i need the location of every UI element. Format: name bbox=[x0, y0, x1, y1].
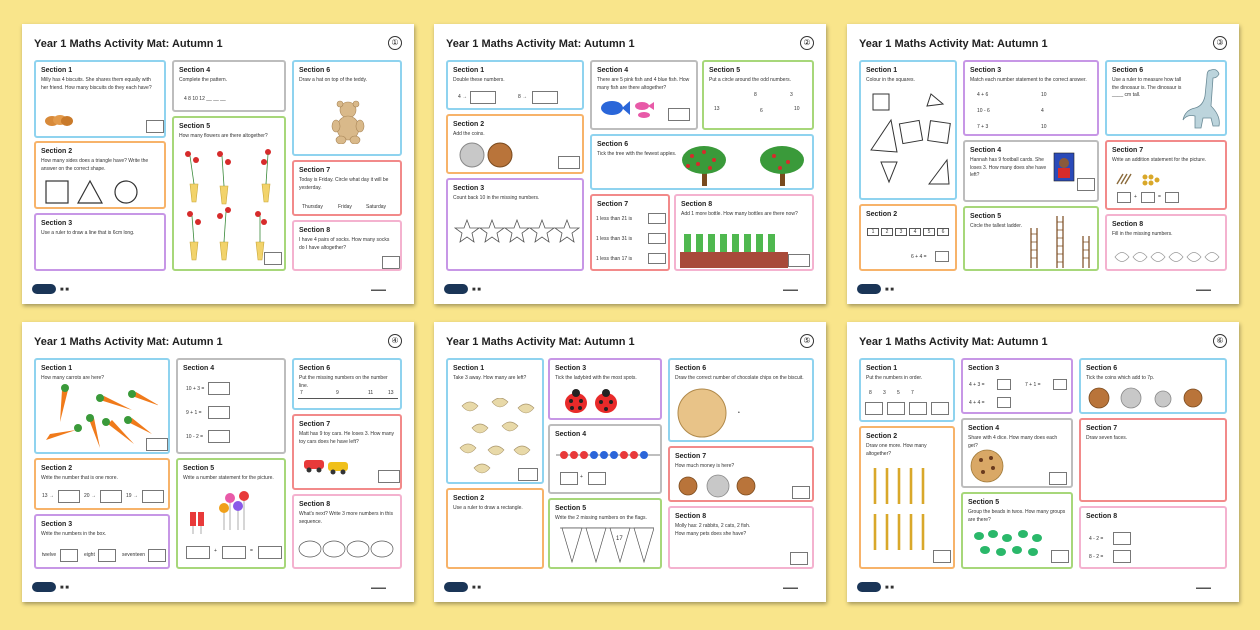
section-3: Section 3 Tick the ladybird with the most spots. bbox=[548, 358, 662, 420]
plus-sign: + bbox=[214, 548, 217, 554]
mat-title: Year 1 Maths Activity Mat: Autumn 1 bbox=[859, 336, 1048, 348]
mat-number: ⑤ bbox=[800, 334, 814, 348]
section-7: Section 7 Write an addition statement for the picture. + = bbox=[1105, 140, 1227, 210]
toy-cars-icon bbox=[302, 454, 352, 476]
shells-icon bbox=[456, 398, 536, 476]
answer-box[interactable] bbox=[222, 546, 246, 559]
section-3: Section 3 Match each number statement to the correct answer. 4 + 6 10 - 6 7 + 3 10 4 10 bbox=[963, 60, 1099, 136]
answer-mark: • bbox=[738, 410, 740, 416]
mat-number: ① bbox=[388, 36, 402, 50]
clouds-icon bbox=[298, 534, 398, 564]
plus-sign: + bbox=[1134, 194, 1137, 200]
beads-icon bbox=[971, 528, 1051, 558]
cookie-icon bbox=[969, 448, 1005, 484]
answer-box[interactable] bbox=[186, 546, 210, 559]
section-8: Section 8 4 - 2 = 8 - 2 = bbox=[1079, 506, 1227, 569]
beads-icon bbox=[556, 448, 660, 462]
twinkl-logo bbox=[32, 582, 56, 592]
answer-box[interactable] bbox=[1113, 550, 1131, 563]
leaves-icon bbox=[1113, 248, 1223, 266]
answer-box[interactable] bbox=[668, 108, 690, 121]
section-1: Section 1 How many carrots are here? bbox=[34, 358, 170, 454]
section-7: Section 7 Matt has 9 toy cars. He loses 3. How many toy cars does he have left? bbox=[292, 414, 402, 490]
answer-box[interactable] bbox=[1053, 379, 1067, 390]
coins-icon bbox=[676, 474, 766, 498]
section-2: Section 2 Draw one more. How many altogether? bbox=[859, 426, 955, 569]
shapes-icon bbox=[867, 90, 953, 190]
answer-box[interactable] bbox=[909, 402, 927, 415]
activity-mat-5 bbox=[434, 322, 826, 602]
section-3: Section 3 4 + 3 = 7 + 1 = 4 + 4 = bbox=[961, 358, 1073, 414]
answer-box[interactable] bbox=[1113, 532, 1131, 545]
activity-mat-2 bbox=[434, 24, 826, 304]
answer-box[interactable] bbox=[588, 472, 606, 485]
dinosaur-icon bbox=[1181, 66, 1225, 134]
answer-box[interactable] bbox=[792, 486, 810, 499]
section-4: Section 4 Share with 4 dice. How many does each get? bbox=[961, 418, 1073, 488]
section-4: Section 4 There are 5 pink fish and 4 blue fish. How many fish are there altogether? bbox=[590, 60, 698, 130]
twinkl-logo bbox=[32, 284, 56, 294]
section-8: Section 8 Add 1 more bottle. How many bottles are there now? bbox=[674, 194, 814, 271]
answer-box[interactable] bbox=[146, 438, 168, 451]
mat-number: ⑥ bbox=[1213, 334, 1227, 348]
section-7: Section 7 1 less than 21 is 1 less than 31 is 1 less than 17 is bbox=[590, 194, 670, 271]
section-8: Section 8 What's next? Write 3 more numbers in this sequence. bbox=[292, 494, 402, 569]
answer-box[interactable] bbox=[790, 552, 808, 565]
answer-box[interactable] bbox=[142, 490, 164, 503]
section-5: Section 5 Write a number statement for the picture. + = bbox=[176, 458, 286, 569]
section-6: Section 6 Draw the correct number of chocolate chips on the biscuit. • bbox=[668, 358, 814, 442]
activity-mat-3 bbox=[847, 24, 1239, 304]
answer-box[interactable] bbox=[470, 91, 496, 104]
section-4: Section 4 Hannah has 9 football cards. She loses 3. How many does she have left? bbox=[963, 140, 1099, 202]
answer-box[interactable] bbox=[378, 470, 400, 483]
section-5: Section 5 Put a circle around the odd numbers. 8 3 13 6 10 bbox=[702, 60, 814, 130]
section-8: Section 8 I have 4 pairs of socks. How many socks do I have altogether? bbox=[292, 220, 402, 271]
footer-icons: ■ ■ bbox=[885, 585, 894, 591]
answer-box[interactable] bbox=[264, 252, 282, 265]
section-8: Section 8 Molly has: 2 rabbits, 2 cats, 2 fish. How many pets does she have? bbox=[668, 506, 814, 569]
shapes-icon bbox=[44, 179, 154, 205]
footer-icons: ■ ■ bbox=[60, 585, 69, 591]
footer-icons: ■ ■ bbox=[885, 287, 894, 293]
footer-url: ▬▬▬ bbox=[783, 585, 798, 591]
section-6: Section 6 Use a ruler to measure how tall the dinosaur is. The dinosaur is ____ cm tall. bbox=[1105, 60, 1227, 136]
coins-icon bbox=[1087, 386, 1217, 410]
answer-box[interactable] bbox=[208, 430, 230, 443]
answer-box[interactable] bbox=[60, 549, 78, 562]
answer-box[interactable] bbox=[1077, 178, 1095, 191]
answer-box[interactable] bbox=[997, 379, 1011, 390]
bottles-icon bbox=[680, 228, 788, 268]
answer-box[interactable] bbox=[258, 546, 282, 559]
answer-box[interactable] bbox=[887, 402, 905, 415]
biscuit-icon bbox=[676, 386, 732, 440]
answer-box[interactable] bbox=[648, 233, 666, 244]
stars-icon bbox=[454, 218, 580, 246]
activity-mat-4 bbox=[22, 322, 414, 602]
section-3: Section 3 Count back 10 in the missing numbers. bbox=[446, 178, 584, 271]
footer-url: ▬▬▬ bbox=[783, 287, 798, 293]
answer-box[interactable] bbox=[532, 91, 558, 104]
section-6: Section 6 Put the missing numbers on the number line. 7 9 11 13 bbox=[292, 358, 402, 410]
section-4: Section 4 + bbox=[548, 424, 662, 494]
mat-title: Year 1 Maths Activity Mat: Autumn 1 bbox=[34, 38, 223, 50]
section-7: Section 7 Draw seven faces. bbox=[1079, 418, 1227, 502]
twinkl-logo bbox=[444, 582, 468, 592]
answer-box[interactable] bbox=[648, 213, 666, 224]
footer-url: ▬▬▬ bbox=[1196, 585, 1211, 591]
answer-box[interactable] bbox=[788, 254, 810, 267]
svg-text:17: 17 bbox=[616, 536, 623, 542]
answer-box[interactable] bbox=[935, 251, 949, 262]
answer-box[interactable] bbox=[148, 549, 166, 562]
answer-box[interactable] bbox=[1051, 550, 1069, 563]
footer-url: ▬▬▬ bbox=[1196, 287, 1211, 293]
section-2: Section 2 Write the number that is one more. 13 → 20 → 19 → bbox=[34, 458, 170, 510]
pencils-icon bbox=[869, 464, 941, 556]
section-5: Section 5 Group the beads in twos. How many groups are there? bbox=[961, 492, 1073, 569]
coins-icon bbox=[458, 140, 518, 170]
mat-number: ④ bbox=[388, 334, 402, 348]
answer-box[interactable] bbox=[518, 468, 538, 481]
section-3: Section 3 Write the numbers in the box. twelve eight seventeen bbox=[34, 514, 170, 569]
section-1: Section 1 Take 3 away. How many are left? bbox=[446, 358, 544, 484]
answer-box[interactable] bbox=[865, 402, 883, 415]
answer-box[interactable] bbox=[1117, 192, 1131, 203]
section-5: Section 5 Write the 2 missing numbers on the flags. 17 bbox=[548, 498, 662, 569]
answer-box[interactable] bbox=[560, 472, 578, 485]
section-1: Section 1 Colour in the squares. bbox=[859, 60, 957, 200]
answer-box[interactable] bbox=[1165, 192, 1179, 203]
section-6: Section 6 Tick the coins which add to 7p. bbox=[1079, 358, 1227, 414]
section-4: Section 4 10 + 3 = 9 + 1 = 10 - 2 = bbox=[176, 358, 286, 454]
footer-icons: ■ ■ bbox=[472, 585, 481, 591]
apple-trees-icon bbox=[674, 140, 814, 188]
answer-box[interactable] bbox=[558, 156, 580, 169]
twinkl-logo bbox=[444, 284, 468, 294]
answer-box[interactable] bbox=[1141, 192, 1155, 203]
equals-sign: = bbox=[250, 548, 253, 554]
answer-box[interactable] bbox=[146, 120, 164, 133]
ladders-icon bbox=[1027, 214, 1097, 270]
mat-title: Year 1 Maths Activity Mat: Autumn 1 bbox=[446, 336, 635, 348]
mat-title: Year 1 Maths Activity Mat: Autumn 1 bbox=[859, 38, 1048, 50]
fish-icon bbox=[598, 96, 662, 120]
footer-icons: ■ ■ bbox=[472, 287, 481, 293]
flower-vases-icon bbox=[180, 144, 280, 264]
answer-box[interactable] bbox=[997, 397, 1011, 408]
section-2: Section 2 Add the coins. bbox=[446, 114, 584, 174]
plus-sign: + bbox=[580, 474, 583, 480]
mat-number: ② bbox=[800, 36, 814, 50]
twinkl-logo bbox=[857, 284, 881, 294]
answer-box[interactable] bbox=[1049, 472, 1067, 485]
carrots-icon bbox=[42, 382, 158, 452]
footer-url: ▬▬▬ bbox=[371, 287, 386, 293]
section-6: Section 6 Tick the tree with the fewest apples. bbox=[590, 134, 814, 190]
number-line bbox=[298, 392, 398, 399]
answer-box[interactable] bbox=[648, 253, 666, 264]
ladybirds-icon bbox=[562, 388, 622, 416]
answer-box[interactable] bbox=[208, 382, 230, 395]
teddy-bear-icon bbox=[330, 100, 366, 144]
answer-box[interactable] bbox=[100, 490, 122, 503]
section-3: Section 3 Use a ruler to draw a line that is 6cm long. bbox=[34, 213, 166, 271]
answer-box[interactable] bbox=[382, 256, 400, 269]
mat-title: Year 1 Maths Activity Mat: Autumn 1 bbox=[34, 336, 223, 348]
section-1: Section 1 Double these numbers. 4 → 8 → bbox=[446, 60, 584, 110]
answer-box[interactable] bbox=[931, 402, 949, 415]
section-5: Section 5 How many flowers are there altogether? bbox=[172, 116, 286, 271]
mat-title: Year 1 Maths Activity Mat: Autumn 1 bbox=[446, 38, 635, 50]
section-1: Section 1 Milly has 4 biscuits. She shares them equally with her friend. How many biscuits do they each have? bbox=[34, 60, 166, 138]
bunting-flags-icon bbox=[560, 526, 654, 566]
number-line: 1 2 3 4 5 6 bbox=[867, 228, 949, 236]
pencils-icon bbox=[1115, 172, 1165, 186]
section-7: Section 7 How much money is here? bbox=[668, 446, 814, 502]
section-1: Section 1 Put the numbers in order. 8 3 5 7 bbox=[859, 358, 955, 422]
football-card-icon bbox=[1053, 152, 1075, 182]
footer-url: ▬▬▬ bbox=[371, 585, 386, 591]
section-2: Section 2 How many sides does a triangle have? Write the answer on the correct shape. bbox=[34, 141, 166, 209]
section-4: Section 4 Complete the pattern. 4 8 10 12 __ __ __ bbox=[172, 60, 286, 112]
answer-box[interactable] bbox=[933, 550, 951, 563]
answer-box[interactable] bbox=[58, 490, 80, 503]
answer-box[interactable] bbox=[98, 549, 116, 562]
lollies-icon bbox=[186, 490, 256, 536]
section-2: Section 2 1 2 3 4 5 6 6 + 4 = bbox=[859, 204, 957, 271]
twinkl-logo bbox=[857, 582, 881, 592]
section-8: Section 8 Fill in the missing numbers. bbox=[1105, 214, 1227, 271]
activity-mat-1 bbox=[22, 24, 414, 304]
equals-sign: = bbox=[1158, 194, 1161, 200]
footer-icons: ■ ■ bbox=[60, 287, 69, 293]
mat-number: ③ bbox=[1213, 36, 1227, 50]
biscuits-icon bbox=[44, 112, 74, 128]
section-6: Section 6 Draw a hat on top of the teddy. bbox=[292, 60, 402, 156]
activity-mat-6 bbox=[847, 322, 1239, 602]
answer-box[interactable] bbox=[208, 406, 230, 419]
section-5: Section 5 Circle the tallest ladder. bbox=[963, 206, 1099, 271]
section-2: Section 2 Use a ruler to draw a rectangle. bbox=[446, 488, 544, 569]
section-7: Section 7 Today is Friday. Circle what day it will be yesterday. Thursday Friday Saturday bbox=[292, 160, 402, 216]
